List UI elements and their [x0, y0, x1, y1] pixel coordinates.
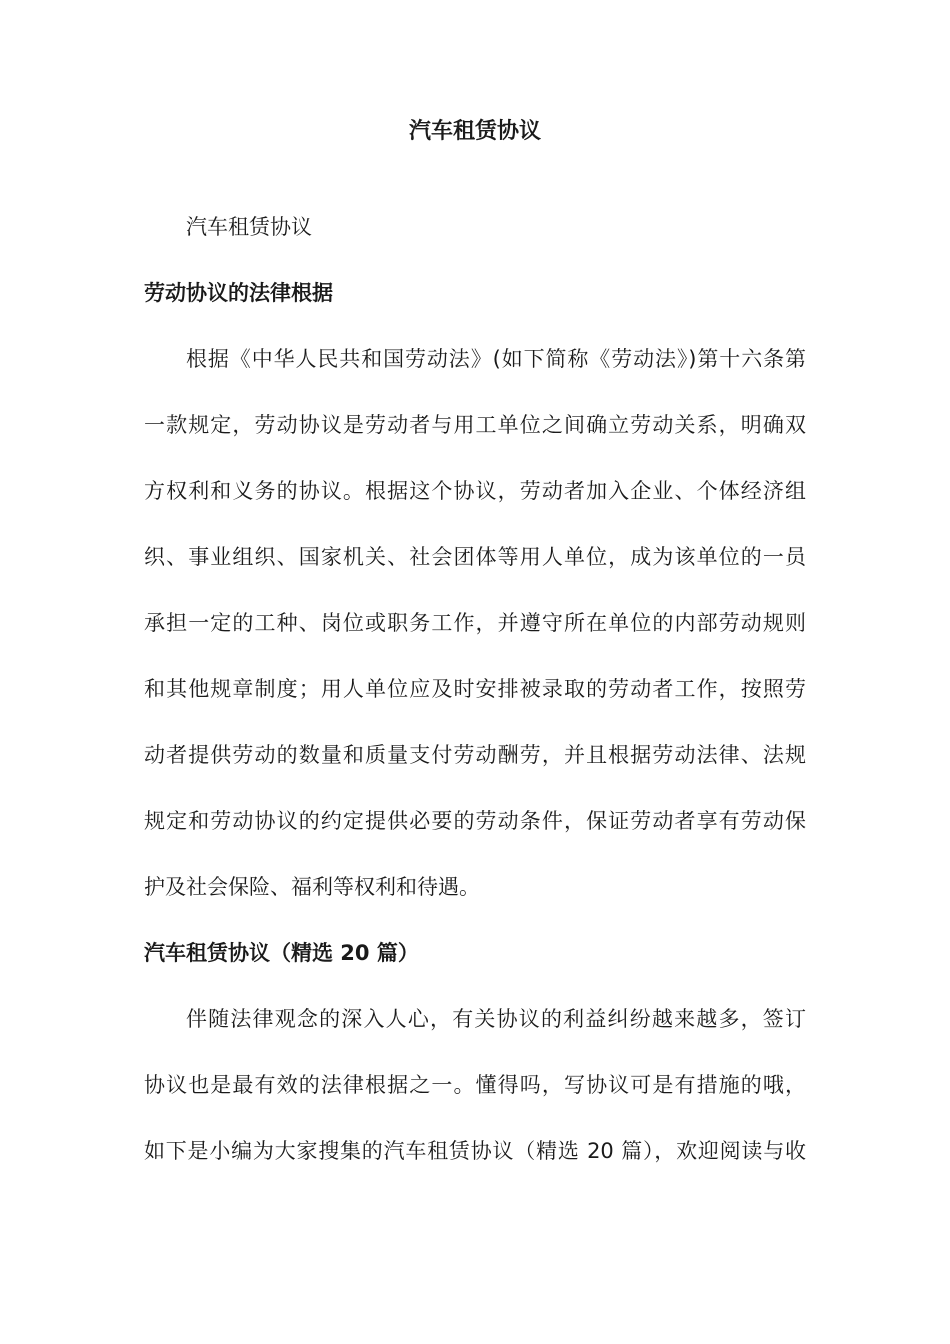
intro-paragraph: 汽车租赁协议	[186, 215, 312, 239]
document-title: 汽车租赁协议	[408, 119, 541, 144]
paragraph-line: 一款规定，劳动协议是劳动者与用工单位之间确立劳动关系，明确双	[144, 413, 806, 437]
paragraph-line: 护及社会保险、福利等权利和待遇。	[144, 875, 480, 899]
paragraph-line: 和其他规章制度；用人单位应及时安排被录取的劳动者工作，按照劳	[144, 677, 806, 701]
paragraph-line: 承担一定的工种、岗位或职务工作，并遵守所在单位的内部劳动规则	[144, 611, 806, 635]
section-heading-legal-basis: 劳动协议的法律根据	[144, 281, 333, 305]
paragraph-line: 方权利和义务的协议。根据这个协议，劳动者加入企业、个体经济组	[144, 479, 806, 503]
paragraph-line: 织、事业组织、国家机关、社会团体等用人单位，成为该单位的一员	[144, 545, 806, 569]
paragraph-line: 伴随法律观念的深入人心，有关协议的利益纠纷越来越多，签订	[186, 1007, 806, 1031]
paragraph-line: 协议也是最有效的法律根据之一。懂得吗，写协议可是有措施的哦，	[144, 1073, 806, 1097]
paragraph-line: 规定和劳动协议的约定提供必要的劳动条件，保证劳动者享有劳动保	[144, 809, 806, 833]
paragraph-line: 动者提供劳动的数量和质量支付劳动酬劳，并且根据劳动法律、法规	[144, 743, 806, 767]
paragraph-line: 如下是小编为大家搜集的汽车租赁协议（精选 20 篇），欢迎阅读与收	[144, 1139, 806, 1163]
paragraph-line: 根据《中华人民共和国劳动法》(如下简称《劳动法》)第十六条第	[186, 347, 806, 371]
section-heading-car-rental: 汽车租赁协议（精选 20 篇）	[144, 941, 419, 965]
